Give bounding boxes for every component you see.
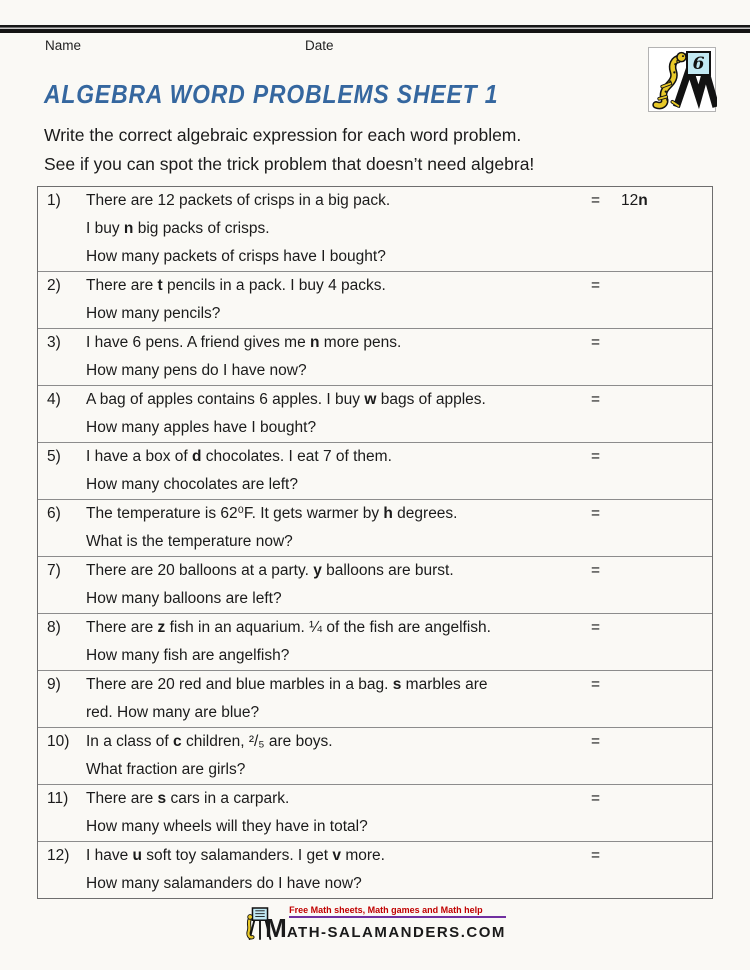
instruction-line-1: Write the correct algebraic expression for each word problem. [44,125,522,145]
problem-line [86,414,591,442]
text-segment: How many pens do I have now? [86,362,307,379]
problem-line [86,443,591,471]
equals-sign: = [591,847,601,864]
text-segment: pencils in a pack. I buy 4 packs. [162,277,386,294]
variable-letter: s [157,790,167,807]
problem-number: 8) [47,619,61,636]
answer-value [621,671,712,727]
page-title: ALGEBRA WORD PROBLEMS SHEET 1 [44,79,499,109]
text-segment: There are 12 packets of crisps in a big pack. [86,192,391,209]
equals-sign: = [591,192,601,209]
problem-row [38,499,712,556]
text-segment: I have [86,847,133,864]
variable-letter: u [132,847,142,864]
problem-line [86,300,591,328]
problem-line [86,614,591,642]
equals-sign: = [591,790,601,807]
equals-sign: = [591,277,601,294]
problem-line [86,671,591,699]
problem-line [86,471,591,499]
problem-text [86,785,591,841]
problem-line [86,272,591,300]
problem-text [86,329,591,385]
problem-number: 7) [47,562,61,579]
answer-value [621,557,712,613]
problem-number: 4) [47,391,61,408]
problem-number: 5) [47,448,61,465]
variable-letter: z [157,619,166,636]
text-segment: How many salamanders do I have now? [86,875,362,892]
answer-value [621,842,712,898]
problem-row [38,670,712,727]
problem-text [86,500,591,556]
equals-sign: = [591,619,601,636]
text-segment: marbles are [401,676,488,693]
problem-row [38,385,712,442]
answer-value [621,187,712,271]
text-segment: more. [341,847,385,864]
name-label: Name [45,38,82,53]
footer-site-text: MATH-SALAMANDERS.COM [265,913,506,943]
answer-value [621,443,712,499]
problem-number: 12) [47,847,70,864]
problem-line [86,329,591,357]
problem-line [86,870,591,898]
text-segment: How many apples have I bought? [86,419,317,436]
problem-line [86,699,591,727]
text-segment: red. How many are blue? [86,704,260,721]
problem-line [86,557,591,585]
problem-text [86,842,591,898]
text-segment: How many packets of crisps have I bought? [86,248,386,265]
variable-letter: c [173,733,182,750]
top-double-rule [0,25,750,33]
problem-row [38,841,712,898]
text-segment: How many balloons are left? [86,590,282,607]
grade-badge [686,51,711,76]
text-segment: There are 20 red and blue marbles in a bag. [86,676,393,693]
answer-value [621,329,712,385]
problem-row [38,442,712,499]
answer-value [621,785,712,841]
problem-number: 9) [47,676,61,693]
problem-number: 10) [47,733,70,750]
footer [0,905,750,943]
problem-line [86,813,591,841]
variable-letter: n [638,192,648,209]
text-segment: In a class of [86,733,174,750]
text-segment: degrees. [392,505,458,522]
problems-table [37,186,713,899]
footer-tagline: Free Math sheets, Math games and Math help [289,905,506,918]
problem-text [86,272,591,328]
text-segment: bags of apples. [376,391,486,408]
text-segment: chocolates. I eat 7 of them. [201,448,392,465]
variable-letter: n [310,334,320,351]
problem-line [86,187,591,215]
problem-number: 3) [47,334,61,351]
text-segment: I have 6 pens. A friend gives me [86,334,311,351]
problem-text [86,728,591,784]
variable-letter: h [383,505,393,522]
problem-line [86,642,591,670]
text-segment: A bag of apples contains 6 apples. I buy [86,391,365,408]
answer-value [621,614,712,670]
problem-text [86,443,591,499]
site-logo [648,47,716,112]
text-segment: I have a box of [86,448,192,465]
variable-letter: s [392,676,402,693]
footer-logo [244,905,506,943]
problem-line [86,785,591,813]
problem-line [86,215,591,243]
equals-sign: = [591,733,601,750]
problem-row [38,271,712,328]
problem-number: 6) [47,505,61,522]
problem-row [38,328,712,385]
problem-line [86,243,591,271]
problem-row [38,187,712,271]
problem-line [86,500,591,528]
text-segment: I buy [86,220,124,237]
text-segment: more pens. [319,334,402,351]
text-segment: children, ²/₅ are boys. [181,733,333,750]
text-segment: soft toy salamanders. I get [142,847,333,864]
problem-row [38,727,712,784]
answer-value [621,272,712,328]
text-segment: How many wheels will they have in total? [86,818,368,835]
equals-sign: = [591,391,601,408]
variable-letter: y [313,562,322,579]
grade-number: 6 [692,53,705,74]
equals-sign: = [591,334,601,351]
equals-sign: = [591,562,601,579]
text-segment: There are [86,790,158,807]
equals-sign: = [591,505,601,522]
text-segment: There are 20 balloons at a party. [86,562,314,579]
variable-letter: d [192,448,202,465]
answer-value [621,728,712,784]
problem-line [86,756,591,784]
variable-letter: n [123,220,134,237]
problem-row [38,613,712,670]
answer-value [621,500,712,556]
text-segment: cars in a carpark. [166,790,290,807]
problem-text [86,187,591,271]
text-segment: What is the temperature now? [86,533,293,550]
text-segment: fish in an aquarium. ¼ of the fish are angelfish. [165,619,491,636]
problem-line [86,386,591,414]
text-segment: balloons are burst. [321,562,454,579]
text-segment: There are [86,277,158,294]
problem-number: 1) [47,192,61,209]
text-segment: 12 [621,192,639,209]
problem-line [86,357,591,385]
equals-sign: = [591,676,601,693]
problem-row [38,556,712,613]
problem-number: 2) [47,277,61,294]
text-segment: big packs of crisps. [133,220,270,237]
variable-letter: t [157,277,163,294]
variable-letter: v [332,847,342,864]
problem-number: 11) [47,790,69,807]
problem-line [86,585,591,613]
footer-text [265,905,506,943]
problem-line [86,728,591,756]
text-segment: How many pencils? [86,305,221,322]
variable-letter: w [364,391,377,408]
problem-line [86,842,591,870]
problem-text [86,557,591,613]
problem-text [86,671,591,727]
problem-row [38,784,712,841]
problem-text [86,386,591,442]
text-segment: There are [86,619,158,636]
problem-text [86,614,591,670]
instructions [44,121,534,178]
date-label: Date [305,38,334,53]
text-segment: The temperature is 62⁰F. It gets warmer by [86,505,384,522]
text-segment: What fraction are girls? [86,761,246,778]
problem-line [86,528,591,556]
instruction-line-2: See if you can spot the trick problem that doesn’t need algebra! [44,153,535,174]
text-segment: How many chocolates are left? [86,476,298,493]
text-segment: How many fish are angelfish? [86,647,290,664]
answer-value [621,386,712,442]
equals-sign: = [591,448,601,465]
